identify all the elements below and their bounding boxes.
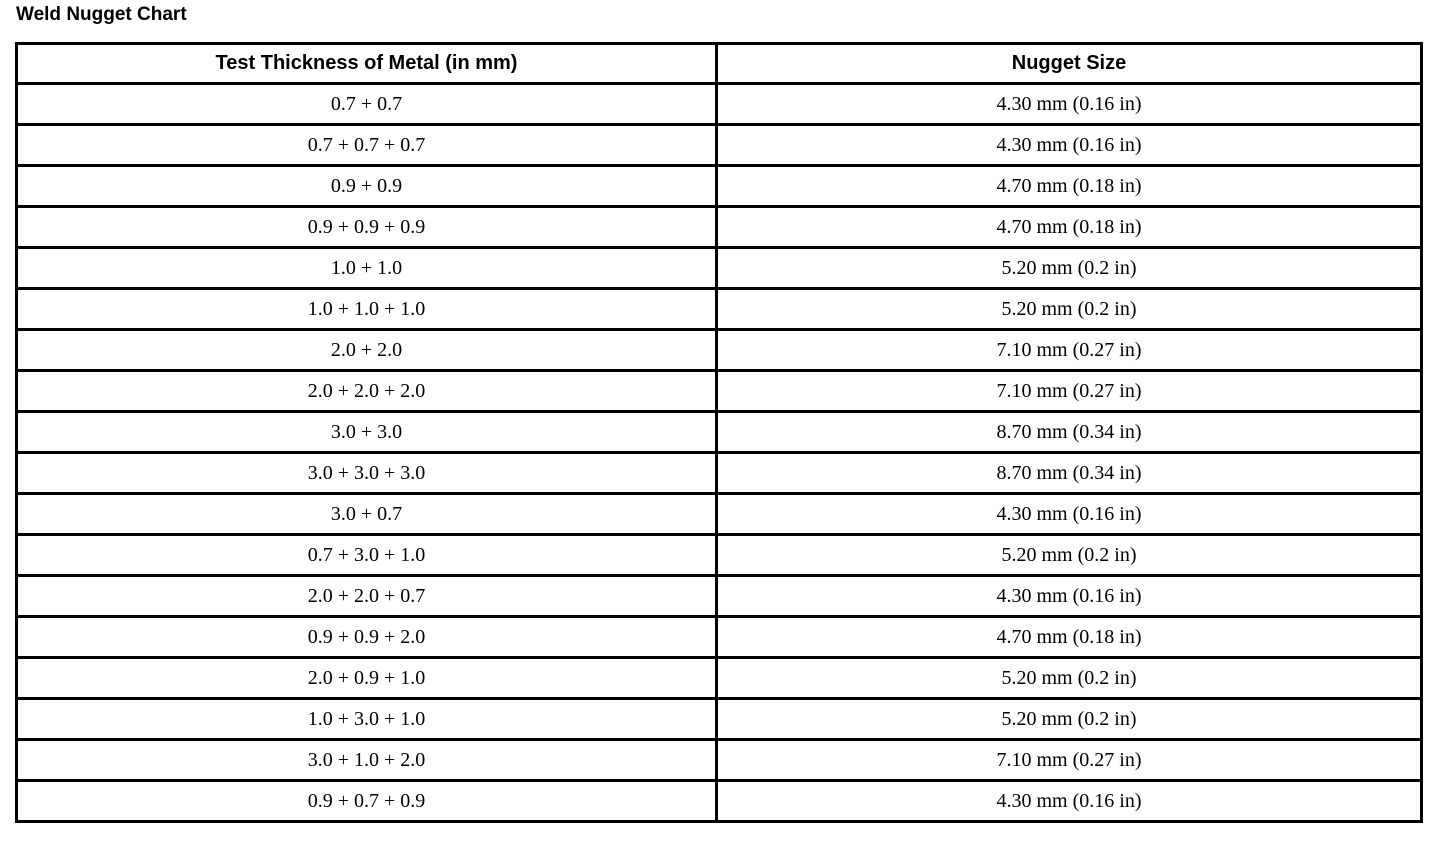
nugget-size-cell: 7.10 mm (0.27 in) — [717, 740, 1422, 781]
thickness-cell: 0.9 + 0.7 + 0.9 — [17, 781, 717, 822]
thickness-cell: 0.9 + 0.9 + 0.9 — [17, 207, 717, 248]
thickness-cell: 0.9 + 0.9 + 2.0 — [17, 617, 717, 658]
nugget-size-cell: 7.10 mm (0.27 in) — [717, 371, 1422, 412]
nugget-size-cell: 4.30 mm (0.16 in) — [717, 125, 1422, 166]
thickness-cell: 1.0 + 1.0 + 1.0 — [17, 289, 717, 330]
thickness-cell: 1.0 + 3.0 + 1.0 — [17, 699, 717, 740]
thickness-cell: 2.0 + 2.0 + 0.7 — [17, 576, 717, 617]
thickness-cell: 3.0 + 3.0 — [17, 412, 717, 453]
nugget-size-cell: 5.20 mm (0.2 in) — [717, 535, 1422, 576]
thickness-cell: 3.0 + 3.0 + 3.0 — [17, 453, 717, 494]
weld-nugget-table — [15, 42, 1423, 823]
table-row — [17, 248, 1422, 289]
table-row — [17, 125, 1422, 166]
thickness-cell: 3.0 + 1.0 + 2.0 — [17, 740, 717, 781]
table-header-row — [17, 44, 1422, 84]
thickness-cell: 1.0 + 1.0 — [17, 248, 717, 289]
nugget-size-cell: 4.30 mm (0.16 in) — [717, 781, 1422, 822]
thickness-cell: 2.0 + 2.0 — [17, 330, 717, 371]
thickness-cell: 0.9 + 0.9 — [17, 166, 717, 207]
thickness-cell: 0.7 + 3.0 + 1.0 — [17, 535, 717, 576]
thickness-cell: 2.0 + 2.0 + 2.0 — [17, 371, 717, 412]
table-row — [17, 617, 1422, 658]
nugget-size-cell: 5.20 mm (0.2 in) — [717, 699, 1422, 740]
table-row — [17, 330, 1422, 371]
table-row — [17, 412, 1422, 453]
nugget-size-cell: 4.30 mm (0.16 in) — [717, 84, 1422, 125]
table-row — [17, 207, 1422, 248]
nugget-size-cell: 4.70 mm (0.18 in) — [717, 617, 1422, 658]
table-row — [17, 453, 1422, 494]
nugget-size-cell: 4.30 mm (0.16 in) — [717, 494, 1422, 535]
table-row — [17, 535, 1422, 576]
table-row — [17, 494, 1422, 535]
table-row — [17, 371, 1422, 412]
nugget-size-cell: 5.20 mm (0.2 in) — [717, 658, 1422, 699]
nugget-size-cell: 8.70 mm (0.34 in) — [717, 453, 1422, 494]
table-row — [17, 166, 1422, 207]
thickness-cell: 3.0 + 0.7 — [17, 494, 717, 535]
table-row — [17, 740, 1422, 781]
nugget-size-cell: 5.20 mm (0.2 in) — [717, 289, 1422, 330]
column-header-nugget-size: Nugget Size — [717, 44, 1422, 84]
thickness-cell: 0.7 + 0.7 + 0.7 — [17, 125, 717, 166]
nugget-size-cell: 4.70 mm (0.18 in) — [717, 207, 1422, 248]
table-row — [17, 781, 1422, 822]
nugget-size-cell: 4.30 mm (0.16 in) — [717, 576, 1422, 617]
table-row — [17, 658, 1422, 699]
thickness-cell: 2.0 + 0.9 + 1.0 — [17, 658, 717, 699]
table-row — [17, 699, 1422, 740]
table-row — [17, 289, 1422, 330]
table-row — [17, 84, 1422, 125]
nugget-size-cell: 7.10 mm (0.27 in) — [717, 330, 1422, 371]
column-header-thickness: Test Thickness of Metal (in mm) — [17, 44, 717, 84]
nugget-size-cell: 5.20 mm (0.2 in) — [717, 248, 1422, 289]
table-row — [17, 576, 1422, 617]
thickness-cell: 0.7 + 0.7 — [17, 84, 717, 125]
page-title: Weld Nugget Chart — [16, 4, 187, 25]
nugget-size-cell: 8.70 mm (0.34 in) — [717, 412, 1422, 453]
nugget-size-cell: 4.70 mm (0.18 in) — [717, 166, 1422, 207]
